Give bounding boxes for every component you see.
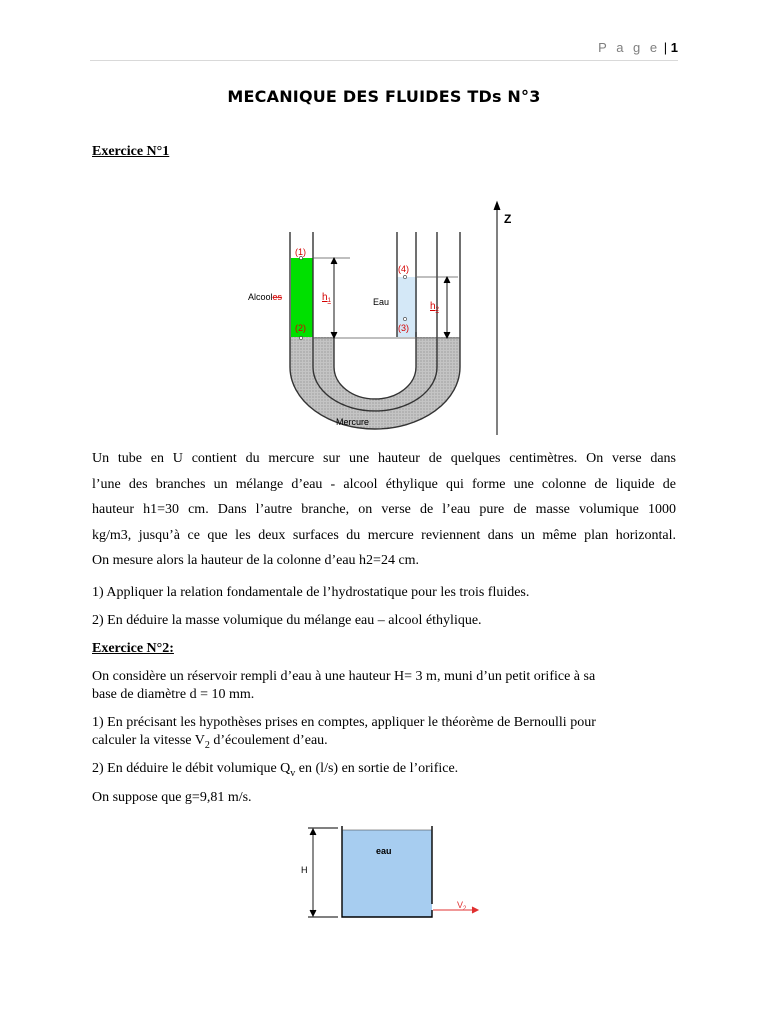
exercise2-question-1-line-1: 1) En précisant les hypothèses prises en comptes, appliquer le théorème de Bernoulli pour (92, 715, 596, 730)
tank-figure (290, 820, 490, 930)
alcool-label: Alcooles (248, 292, 283, 302)
z-axis (494, 202, 500, 435)
page-separator: | (663, 40, 668, 55)
gravity-note: On suppose que g=9,81 m/s. (92, 790, 252, 805)
h1-arrow (331, 258, 337, 338)
point-2-label: (2) (295, 323, 306, 333)
point-1-label: (1) (295, 247, 306, 257)
eau-tank-label: eau (376, 846, 392, 856)
exercise1-question-2: 2) En déduire la masse volumique du mélange eau – alcool éthylique. (92, 613, 482, 628)
exercise2-intro-line-2: base de diamètre d = 10 mm. (92, 687, 255, 702)
v2-label: $V_2$ (457, 900, 467, 912)
page-number: 1 (670, 40, 678, 55)
exercise2-question-1-line-2: calculer la vitesse $V_2$ d’écoulement d’eau. (92, 733, 328, 751)
measurement-points (299, 256, 406, 339)
mercure-label: Mercure (336, 417, 370, 427)
paragraph-line: l’une des branches un mélange d’eau - alcool éthylique qui forme une colonne de liquide de (92, 476, 676, 492)
paragraph-line: hauteur h1=30 cm. Dans l’autre branche, on verse de l’eau pure de masse volumique 1000 (92, 502, 676, 518)
u-tube-figure (240, 192, 530, 442)
H-dimension (308, 828, 338, 917)
tank-water (342, 830, 432, 917)
z-label: Z (504, 212, 512, 226)
eau-label: Eau (373, 297, 390, 307)
page-header (90, 40, 678, 61)
h2-arrow (444, 277, 450, 338)
document-title: MECANIQUE DES FLUIDES TDs N°3 (227, 87, 541, 106)
paragraph-line: On mesure alors la hauteur de la colonne d’eau h2=24 cm. (92, 553, 420, 569)
h1-label: $h_1$ (322, 292, 331, 304)
mercury-fill (290, 337, 460, 429)
page-label: P a g e (598, 40, 661, 55)
exercise1-question-1: 1) Appliquer la relation fondamentale de l’hydrostatique pour les trois fluides. (92, 585, 530, 600)
paragraph-line: Un tube en U contient du mercure sur une hauteur de quelques centimètres. On verse dans (92, 451, 676, 466)
v2-arrow (433, 907, 478, 913)
exercise2-question-2: 2) En déduire le débit volumique $Q_v$ en (l/s) en sortie de l’orifice. (92, 761, 459, 779)
exercise1-heading: Exercice N°1 (92, 144, 170, 159)
H-label: H (301, 865, 308, 875)
point-4-label: (4) (398, 264, 409, 274)
paragraph-line: kg/m3, jusqu’à ce que les deux surfaces du mercure reviennent dans un même plan horizontal. (92, 527, 676, 543)
exercise2-heading: Exercice N°2: (92, 641, 174, 656)
point-3-label: (3) (398, 323, 409, 333)
exercise2-intro-line-1: On considère un réservoir rempli d’eau à une hauteur H= 3 m, muni d’un petit orifice à sa (92, 669, 596, 684)
h2-label: $h_2$ (430, 301, 439, 313)
exercise1-paragraph (92, 446, 676, 574)
